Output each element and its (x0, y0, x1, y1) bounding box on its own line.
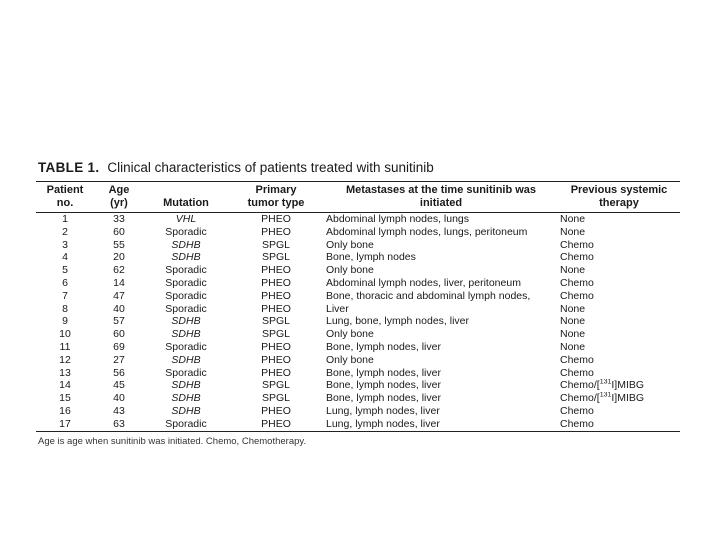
header-tumor-type: Primary tumor type (247, 184, 305, 209)
table-row (36, 341, 680, 354)
cell-patient-no: 1 (62, 213, 68, 225)
cell-tumor-type: PHEO (261, 417, 291, 430)
cell-age: 20 (113, 251, 125, 264)
cell-metastases: Bone, lymph nodes, liver (326, 366, 441, 379)
cell-tumor-type: SPGL (261, 251, 290, 264)
table-row (36, 264, 680, 277)
table-row (36, 379, 680, 392)
cell-therapy: None (560, 225, 586, 238)
cell-tumor-type: SPGL (261, 315, 290, 328)
cell-therapy: Chemo/[$^{131}$I]MIBG (560, 392, 645, 405)
cell-mutation: SDHB (171, 353, 201, 366)
cell-tumor-type: PHEO (261, 302, 291, 315)
cell-age: 33 (113, 213, 125, 225)
cell-mutation: Sporadic (165, 302, 207, 315)
table-label: TABLE 1. (38, 160, 100, 175)
cell-patient-no: 4 (62, 251, 68, 264)
cell-patient-no: 9 (62, 315, 68, 328)
cell-age: 60 (113, 225, 125, 238)
table-body (36, 213, 680, 432)
cell-metastases: Lung, bone, lymph nodes, liver (326, 315, 470, 328)
table-row (36, 290, 680, 303)
cell-tumor-type: PHEO (261, 366, 291, 379)
cell-age: 63 (113, 417, 125, 430)
cell-age: 40 (113, 302, 125, 315)
table-row (36, 251, 680, 264)
cell-metastases: Only bone (326, 328, 374, 341)
cell-age: 43 (113, 404, 125, 417)
cell-patient-no: 17 (59, 417, 71, 430)
cell-metastases: Bone, lymph nodes, liver (326, 392, 441, 405)
cell-patient-no: 12 (59, 353, 71, 366)
cell-metastases: Bone, lymph nodes (326, 251, 416, 264)
cell-tumor-type: SPGL (261, 238, 290, 251)
table-row (36, 367, 680, 380)
cell-tumor-type: SPGL (261, 379, 290, 392)
header-mutation: Mutation (163, 197, 209, 209)
cell-therapy: None (560, 264, 586, 277)
cell-therapy: Chemo (560, 251, 594, 264)
cell-patient-no: 6 (62, 276, 68, 289)
cell-patient-no: 3 (62, 238, 68, 251)
cell-metastases: Lung, lymph nodes, liver (326, 404, 440, 417)
table-row (36, 213, 680, 226)
cell-patient-no: 16 (59, 404, 71, 417)
cell-mutation: SDHB (171, 404, 201, 417)
cell-tumor-type: PHEO (261, 276, 291, 289)
cell-therapy: Chemo (560, 276, 594, 289)
cell-tumor-type: SPGL (261, 392, 290, 405)
cell-metastases: Abdominal lymph nodes, lungs (326, 213, 470, 225)
cell-metastases: Bone, thoracic and abdominal lymph nodes, (326, 289, 531, 302)
cell-tumor-type: PHEO (261, 213, 291, 225)
cell-age: 27 (113, 353, 125, 366)
cell-mutation: Sporadic (165, 264, 207, 277)
cell-mutation: Sporadic (165, 289, 207, 302)
cell-therapy: Chemo (560, 417, 594, 430)
cell-mutation: Sporadic (165, 366, 207, 379)
cell-therapy: None (560, 340, 586, 353)
table-block (36, 160, 684, 447)
cell-therapy: None (560, 315, 586, 328)
cell-therapy: Chemo (560, 404, 594, 417)
cell-metastases: Abdominal lymph nodes, lungs, peritoneum (326, 225, 528, 238)
table-row (36, 405, 680, 418)
cell-mutation: SDHB (171, 251, 201, 264)
cell-mutation: Sporadic (165, 417, 207, 430)
cell-tumor-type: PHEO (261, 289, 291, 302)
table-caption (38, 160, 684, 175)
cell-age: 14 (113, 276, 125, 289)
cell-mutation: Sporadic (165, 225, 207, 238)
cell-tumor-type: PHEO (261, 264, 291, 277)
cell-age: 40 (113, 392, 125, 405)
header-metastases: Metastases at the time sunitinib was initiated (345, 184, 537, 209)
cell-patient-no: 11 (59, 340, 71, 353)
cell-patient-no: 13 (59, 366, 71, 379)
table-row (36, 277, 680, 290)
cell-age: 55 (113, 238, 125, 251)
cell-mutation: SDHB (171, 315, 201, 328)
table-row (36, 226, 680, 239)
cell-age: 60 (113, 328, 125, 341)
cell-age: 57 (113, 315, 125, 328)
cell-therapy: None (560, 213, 586, 225)
cell-mutation: Sporadic (165, 340, 207, 353)
cell-therapy: Chemo (560, 289, 594, 302)
header-row (36, 182, 680, 213)
table-row (36, 315, 680, 328)
cell-mutation: SDHB (171, 379, 201, 392)
header-therapy: Previous systemic therapy (570, 184, 668, 209)
cell-metastases: Only bone (326, 353, 374, 366)
table-title: Clinical characteristics of patients treated with sunitinib (107, 160, 434, 175)
cell-therapy: None (560, 302, 586, 315)
cell-age: 69 (113, 340, 125, 353)
cell-therapy: Chemo (560, 353, 594, 366)
cell-tumor-type: PHEO (261, 404, 291, 417)
cell-metastases: Only bone (326, 238, 374, 251)
table-row (36, 239, 680, 252)
cell-metastases: Bone, lymph nodes, liver (326, 340, 441, 353)
cell-metastases: Only bone (326, 264, 374, 277)
cell-metastases: Bone, lymph nodes, liver (326, 379, 441, 392)
cell-metastases: Abdominal lymph nodes, liver, peritoneum (326, 276, 521, 289)
cell-mutation: SDHB (171, 328, 201, 341)
cell-metastases: Liver (326, 302, 349, 315)
cell-therapy: Chemo (560, 238, 594, 251)
cell-mutation: Sporadic (165, 276, 207, 289)
cell-patient-no: 2 (62, 225, 68, 238)
cell-therapy: None (560, 328, 586, 341)
table-footnote: Age is age when sunitinib was initiated. Chemo, Chemotherapy. (38, 435, 307, 447)
cell-patient-no: 5 (62, 264, 68, 277)
cell-mutation: VHL (175, 213, 197, 225)
cell-age: 45 (113, 379, 125, 392)
cell-tumor-type: PHEO (261, 353, 291, 366)
clinical-table (36, 181, 680, 432)
cell-patient-no: 15 (59, 392, 71, 405)
cell-patient-no: 8 (62, 302, 68, 315)
header-age: Age (yr) (108, 184, 130, 209)
table-row (36, 303, 680, 316)
table-row (36, 328, 680, 341)
cell-patient-no: 7 (62, 289, 68, 302)
table-row (36, 418, 680, 431)
table-row (36, 354, 680, 367)
cell-patient-no: 14 (59, 379, 71, 392)
cell-mutation: SDHB (171, 392, 201, 405)
cell-age: 47 (113, 289, 125, 302)
cell-tumor-type: SPGL (261, 328, 290, 341)
cell-tumor-type: PHEO (261, 225, 291, 238)
cell-age: 56 (113, 366, 125, 379)
cell-metastases: Lung, lymph nodes, liver (326, 417, 440, 430)
header-patient: Patient no. (46, 184, 84, 209)
cell-therapy: Chemo/[$^{131}$I]MIBG (560, 379, 645, 392)
cell-age: 62 (113, 264, 125, 277)
cell-therapy: Chemo (560, 366, 594, 379)
table-row (36, 392, 680, 405)
cell-patient-no: 10 (59, 328, 71, 341)
cell-tumor-type: PHEO (261, 340, 291, 353)
cell-mutation: SDHB (171, 238, 201, 251)
